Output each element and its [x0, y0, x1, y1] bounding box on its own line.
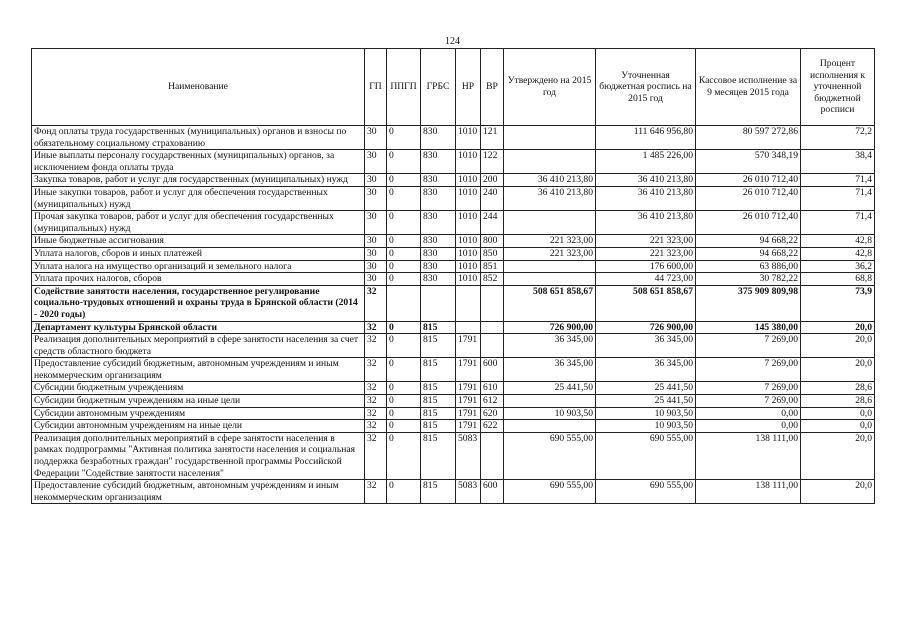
- header-nr: НР: [456, 49, 481, 126]
- cell-approved: 690 555,00: [504, 432, 596, 479]
- table-row: [32, 174, 875, 187]
- cell-ppgp: 0: [387, 186, 421, 210]
- cell-nr: 1791: [456, 358, 481, 382]
- cell-name: Иные бюджетные ассигнования: [32, 235, 365, 248]
- cell-vr: 612: [481, 395, 504, 408]
- cell-approved: [504, 420, 596, 433]
- cell-nr: 1791: [456, 395, 481, 408]
- cell-name: Департамент культуры Брянской области: [32, 321, 365, 334]
- cell-cash: 63 886,00: [696, 260, 801, 273]
- cell-name: Предоставление субсидий бюджетным, автономным учреждениям и иным некоммерческим организациям: [32, 358, 365, 382]
- cell-refined: 690 555,00: [596, 432, 696, 479]
- cell-percent: 28,6: [801, 382, 875, 395]
- cell-gp: 30: [365, 150, 387, 174]
- header-approved: Утверждено на 2015 год: [504, 49, 596, 126]
- cell-nr: 1010: [456, 186, 481, 210]
- cell-grbs: 815: [421, 480, 456, 504]
- cell-nr: 1010: [456, 150, 481, 174]
- cell-approved: [504, 260, 596, 273]
- cell-cash: 7 269,00: [696, 395, 801, 408]
- cell-refined: 36 345,00: [596, 358, 696, 382]
- cell-gp: 32: [365, 321, 387, 334]
- cell-nr: 1791: [456, 420, 481, 433]
- cell-approved: 221 323,00: [504, 247, 596, 260]
- cell-approved: 36 410 213,80: [504, 186, 596, 210]
- table-row: [32, 321, 875, 334]
- cell-vr: [481, 334, 504, 358]
- cell-cash: 138 111,00: [696, 480, 801, 504]
- cell-percent: 20,0: [801, 358, 875, 382]
- table-row: [32, 420, 875, 433]
- cell-percent: 0,0: [801, 407, 875, 420]
- cell-vr: 200: [481, 174, 504, 187]
- cell-vr: 600: [481, 358, 504, 382]
- cell-percent: 0,0: [801, 420, 875, 433]
- cell-gp: 32: [365, 382, 387, 395]
- cell-refined: 36 410 213,80: [596, 211, 696, 235]
- cell-nr: 1010: [456, 247, 481, 260]
- cell-nr: 1791: [456, 334, 481, 358]
- cell-approved: 221 323,00: [504, 235, 596, 248]
- header-row: [32, 49, 875, 126]
- cell-grbs: 830: [421, 174, 456, 187]
- cell-grbs: 830: [421, 186, 456, 210]
- cell-vr: [481, 432, 504, 479]
- cell-vr: 800: [481, 235, 504, 248]
- cell-ppgp: 0: [387, 150, 421, 174]
- cell-percent: 20,0: [801, 432, 875, 479]
- cell-refined: 36 345,00: [596, 334, 696, 358]
- cell-percent: 38,4: [801, 150, 875, 174]
- table-row: [32, 211, 875, 235]
- cell-refined: 726 900,00: [596, 321, 696, 334]
- cell-gp: 30: [365, 235, 387, 248]
- cell-grbs: 815: [421, 420, 456, 433]
- cell-gp: 30: [365, 126, 387, 150]
- cell-vr: 122: [481, 150, 504, 174]
- cell-cash: 7 269,00: [696, 358, 801, 382]
- cell-cash: 138 111,00: [696, 432, 801, 479]
- cell-grbs: 815: [421, 321, 456, 334]
- cell-name: Субсидии бюджетным учреждениям на иные цели: [32, 395, 365, 408]
- table-row: [32, 247, 875, 260]
- cell-percent: 68,8: [801, 273, 875, 286]
- cell-percent: 42,8: [801, 247, 875, 260]
- cell-gp: 32: [365, 334, 387, 358]
- cell-name: Фонд оплаты труда государственных (муниципальных) органов и взносы по обязательному социальному страхованию: [32, 126, 365, 150]
- cell-refined: 10 903,50: [596, 407, 696, 420]
- cell-ppgp: 0: [387, 382, 421, 395]
- cell-vr: 610: [481, 382, 504, 395]
- header-refined: Уточненная бюджетная роспись на 2015 год: [596, 49, 696, 126]
- cell-gp: 32: [365, 480, 387, 504]
- cell-percent: 20,0: [801, 480, 875, 504]
- cell-approved: [504, 211, 596, 235]
- cell-name: Предоставление субсидий бюджетным, автономным учреждениям и иным некоммерческим организациям: [32, 480, 365, 504]
- cell-vr: [481, 321, 504, 334]
- cell-grbs: 815: [421, 432, 456, 479]
- cell-ppgp: [387, 285, 421, 321]
- cell-percent: 28,6: [801, 395, 875, 408]
- cell-nr: 1010: [456, 235, 481, 248]
- cell-vr: 244: [481, 211, 504, 235]
- cell-vr: 240: [481, 186, 504, 210]
- cell-nr: 1010: [456, 174, 481, 187]
- cell-percent: 71,4: [801, 174, 875, 187]
- cell-approved: 36 345,00: [504, 358, 596, 382]
- cell-vr: 850: [481, 247, 504, 260]
- cell-approved: 36 410 213,80: [504, 174, 596, 187]
- cell-ppgp: 0: [387, 174, 421, 187]
- cell-name: Реализация дополнительных мероприятий в сфере занятости населения в рамках подпрограммы "Активная политика занятости населения и социальная поддержка безработных граждан" государственной программы Российской Федерации "Содействие занятости населения": [32, 432, 365, 479]
- cell-grbs: 815: [421, 407, 456, 420]
- cell-refined: 10 903,50: [596, 420, 696, 433]
- table-row: [32, 273, 875, 286]
- cell-percent: 71,4: [801, 186, 875, 210]
- cell-percent: 42,8: [801, 235, 875, 248]
- cell-percent: 36,2: [801, 260, 875, 273]
- table-row: [32, 395, 875, 408]
- table-row: [32, 126, 875, 150]
- cell-ppgp: 0: [387, 334, 421, 358]
- cell-name: Уплата налогов, сборов и иных платежей: [32, 247, 365, 260]
- header-cash: Кассовое исполнение за 9 месяцев 2015 года: [696, 49, 801, 126]
- cell-name: Содействие занятости населения, государственное регулирование социально-трудовых отношений и охраны труда в Брянской области (2014 - 2020 годы): [32, 285, 365, 321]
- cell-percent: 20,0: [801, 321, 875, 334]
- cell-gp: 30: [365, 273, 387, 286]
- cell-refined: 25 441,50: [596, 395, 696, 408]
- cell-percent: 72,2: [801, 126, 875, 150]
- cell-vr: 852: [481, 273, 504, 286]
- cell-refined: 25 441,50: [596, 382, 696, 395]
- cell-percent: 73,9: [801, 285, 875, 321]
- cell-ppgp: 0: [387, 273, 421, 286]
- cell-ppgp: 0: [387, 358, 421, 382]
- table-row: [32, 186, 875, 210]
- cell-grbs: 815: [421, 382, 456, 395]
- cell-approved: 10 903,50: [504, 407, 596, 420]
- cell-ppgp: 0: [387, 480, 421, 504]
- cell-name: Субсидии автономным учреждениям: [32, 407, 365, 420]
- cell-refined: 690 555,00: [596, 480, 696, 504]
- cell-grbs: 830: [421, 150, 456, 174]
- cell-approved: [504, 395, 596, 408]
- cell-nr: 1791: [456, 407, 481, 420]
- cell-percent: 71,4: [801, 211, 875, 235]
- cell-ppgp: 0: [387, 126, 421, 150]
- cell-vr: 851: [481, 260, 504, 273]
- table-row: [32, 480, 875, 504]
- cell-cash: 26 010 712,40: [696, 174, 801, 187]
- table-row: [32, 285, 875, 321]
- cell-gp: 30: [365, 211, 387, 235]
- cell-refined: 36 410 213,80: [596, 174, 696, 187]
- table-row: [32, 432, 875, 479]
- cell-gp: 30: [365, 260, 387, 273]
- cell-gp: 32: [365, 432, 387, 479]
- cell-gp: 30: [365, 174, 387, 187]
- cell-approved: 508 651 858,67: [504, 285, 596, 321]
- cell-grbs: 830: [421, 126, 456, 150]
- cell-refined: 36 410 213,80: [596, 186, 696, 210]
- cell-grbs: 830: [421, 260, 456, 273]
- cell-gp: 32: [365, 407, 387, 420]
- cell-vr: 620: [481, 407, 504, 420]
- cell-cash: 7 269,00: [696, 382, 801, 395]
- cell-gp: 32: [365, 285, 387, 321]
- cell-cash: 0,00: [696, 420, 801, 433]
- cell-cash: 30 782,22: [696, 273, 801, 286]
- header-percent: Процент исполнения к уточненной бюджетной росписи: [801, 49, 875, 126]
- cell-cash: 375 909 809,98: [696, 285, 801, 321]
- cell-grbs: 830: [421, 211, 456, 235]
- cell-refined: 44 723,00: [596, 273, 696, 286]
- cell-refined: 1 485 226,00: [596, 150, 696, 174]
- cell-refined: 221 323,00: [596, 235, 696, 248]
- cell-nr: [456, 321, 481, 334]
- cell-refined: 176 600,00: [596, 260, 696, 273]
- cell-grbs: [421, 285, 456, 321]
- cell-gp: 32: [365, 395, 387, 408]
- cell-cash: 7 269,00: [696, 334, 801, 358]
- cell-nr: 5083: [456, 432, 481, 479]
- cell-name: Закупка товаров, работ и услуг для государственных (муниципальных) нужд: [32, 174, 365, 187]
- cell-nr: 1010: [456, 126, 481, 150]
- table-row: [32, 334, 875, 358]
- cell-name: Уплата прочих налогов, сборов: [32, 273, 365, 286]
- cell-vr: 622: [481, 420, 504, 433]
- header-name: Наименование: [32, 49, 365, 126]
- cell-gp: 30: [365, 247, 387, 260]
- cell-ppgp: 0: [387, 395, 421, 408]
- cell-cash: 94 668,22: [696, 235, 801, 248]
- cell-grbs: 830: [421, 273, 456, 286]
- cell-ppgp: 0: [387, 420, 421, 433]
- cell-ppgp: 0: [387, 235, 421, 248]
- cell-ppgp: 0: [387, 211, 421, 235]
- cell-ppgp: 0: [387, 260, 421, 273]
- header-grbs: ГРБС: [421, 49, 456, 126]
- cell-name: Иные закупки товаров, работ и услуг для обеспечения государственных (муниципальных) нужд: [32, 186, 365, 210]
- budget-table: [31, 48, 875, 504]
- header-gp: ГП: [365, 49, 387, 126]
- table-row: [32, 235, 875, 248]
- cell-grbs: 815: [421, 395, 456, 408]
- cell-gp: 30: [365, 186, 387, 210]
- table-row: [32, 358, 875, 382]
- cell-name: Реализация дополнительных мероприятий в сфере занятости населения за счет средств областного бюджета: [32, 334, 365, 358]
- cell-ppgp: 0: [387, 407, 421, 420]
- cell-cash: 80 597 272,86: [696, 126, 801, 150]
- cell-cash: 0,00: [696, 407, 801, 420]
- header-ppgp: ППГП: [387, 49, 421, 126]
- table-row: [32, 407, 875, 420]
- cell-approved: 25 441,50: [504, 382, 596, 395]
- cell-cash: 145 380,00: [696, 321, 801, 334]
- cell-nr: [456, 285, 481, 321]
- table-row: [32, 150, 875, 174]
- cell-grbs: 815: [421, 334, 456, 358]
- cell-cash: 570 348,19: [696, 150, 801, 174]
- cell-refined: 508 651 858,67: [596, 285, 696, 321]
- cell-vr: 121: [481, 126, 504, 150]
- cell-nr: 1010: [456, 273, 481, 286]
- cell-nr: 5083: [456, 480, 481, 504]
- cell-gp: 32: [365, 358, 387, 382]
- cell-approved: [504, 150, 596, 174]
- cell-vr: [481, 285, 504, 321]
- cell-nr: 1010: [456, 260, 481, 273]
- cell-grbs: 830: [421, 235, 456, 248]
- cell-grbs: 830: [421, 247, 456, 260]
- cell-nr: 1791: [456, 382, 481, 395]
- cell-approved: [504, 126, 596, 150]
- cell-approved: 726 900,00: [504, 321, 596, 334]
- table-header: [32, 49, 875, 126]
- page-number: 124: [445, 36, 460, 47]
- cell-ppgp: 0: [387, 432, 421, 479]
- cell-approved: 690 555,00: [504, 480, 596, 504]
- cell-name: Иные выплаты персоналу государственных (муниципальных) органов, за исключением фонда оплаты труда: [32, 150, 365, 174]
- cell-refined: 221 323,00: [596, 247, 696, 260]
- cell-cash: 26 010 712,40: [696, 211, 801, 235]
- cell-approved: 36 345,00: [504, 334, 596, 358]
- cell-approved: [504, 273, 596, 286]
- cell-nr: 1010: [456, 211, 481, 235]
- table-row: [32, 382, 875, 395]
- cell-gp: 32: [365, 420, 387, 433]
- cell-refined: 111 646 956,80: [596, 126, 696, 150]
- cell-vr: 600: [481, 480, 504, 504]
- header-vr: ВР: [481, 49, 504, 126]
- cell-cash: 94 668,22: [696, 247, 801, 260]
- cell-name: Субсидии автономным учреждениям на иные цели: [32, 420, 365, 433]
- cell-name: Уплата налога на имущество организаций и земельного налога: [32, 260, 365, 273]
- cell-ppgp: 0: [387, 321, 421, 334]
- cell-percent: 20,0: [801, 334, 875, 358]
- table-row: [32, 260, 875, 273]
- cell-ppgp: 0: [387, 247, 421, 260]
- table-body: [32, 126, 875, 504]
- cell-name: Субсидии бюджетным учреждениям: [32, 382, 365, 395]
- cell-grbs: 815: [421, 358, 456, 382]
- cell-name: Прочая закупка товаров, работ и услуг для обеспечения государственных (муниципальных) нужд: [32, 211, 365, 235]
- cell-cash: 26 010 712,40: [696, 186, 801, 210]
